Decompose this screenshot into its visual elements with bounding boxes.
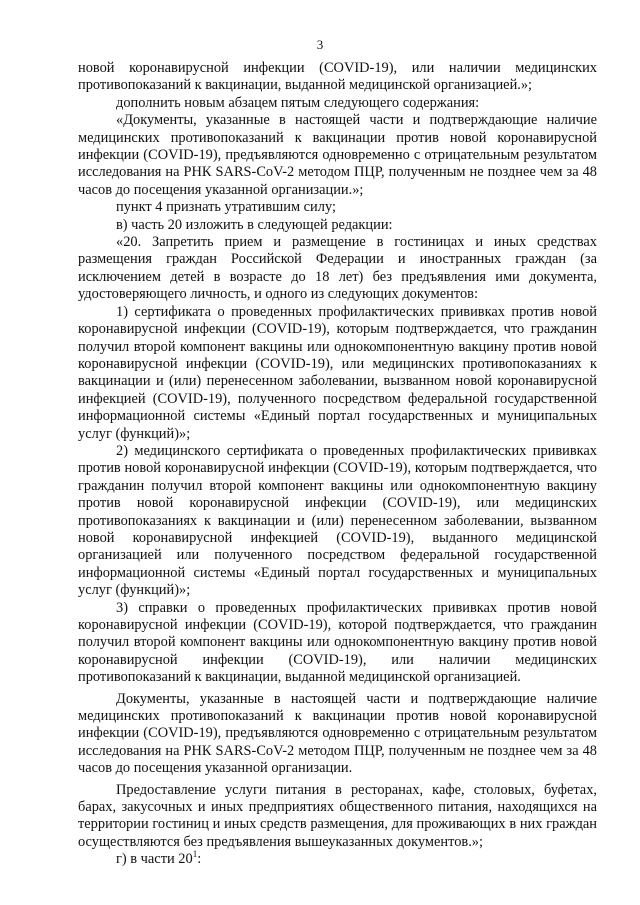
paragraph: в) часть 20 изложить в следующей редакции: (116, 216, 393, 233)
paragraph: «20. Запретить прием и размещение в гостиницах и иных средствах размещения граждан Российской Федерации и иностранных граждан (за исключением детей в возрасте до 18 лет) без предъявления ими документа, удостоверяющего личность, и одного из следующих документов: (78, 234, 597, 303)
document-body (78, 60, 597, 869)
last-line-prefix: г) в части 20 (116, 851, 193, 868)
paragraph: новой коронавирусной инфекции (COVID-19), или наличии медицинских противопоказаний к вакцинации, выданной медицинской организацией.»; (78, 60, 597, 94)
paragraph: Предоставление услуги питания в ресторанах, кафе, столовых, буфетах, барах, закусочных и иных предприятиях общественного питания, находящихся на территории гостиниц и иных средств размещения, для проживающих в них граждан осуществляются без предъявления вышеуказанных документов.»; (78, 781, 597, 850)
superscript: 1 (192, 849, 198, 860)
paragraph: 2) медицинского сертификата о проведенных профилактических прививках против новой коронавирусной инфекции (COVID-19), которым подтверждается, что гражданин получил второй компонент вакцины или однокомпонентную вакцину против новой коронавирусной инфекции (COVID-19), или медицинских противопоказаниях к вакцинации и (или) перенесенном заболевании, вызванном новой коронавирусной инфекцией (COVID-19), выданного медицинской организацией или полученного посредством федеральной государственной информационной системы «Единый портал государственных и муниципальных услуг (функций)»; (78, 442, 597, 599)
last-line-suffix: : (197, 851, 202, 868)
paragraph-last (78, 851, 597, 868)
paragraph: пункт 4 признать утратившим силу; (116, 199, 336, 216)
page-number: 3 (316, 37, 324, 52)
paragraph: Документы, указанные в настоящей части и подтверждающие наличие медицинских противопоказаний к вакцинации против новой коронавирусной инфекции (COVID-19), предъявляются одновременно с отрицательным результатом исследования на РНК SARS-CoV-2 методом ПЦР, полученным не позднее чем за 48 часов до посещения указанной организации. (78, 690, 597, 777)
paragraph: дополнить новым абзацем пятым следующего содержания: (116, 94, 480, 111)
paragraph: 1) сертификата о проведенных профилактических прививках против новой коронавирусной инфекции (COVID-19), которым подтверждается, что гражданин получил второй компонент вакцины или однокомпонентную вакцину против новой коронавирусной инфекции (COVID-19), или медицинских противопоказаниях к вакцинации и (или) перенесенном заболевании, вызванном новой коронавирусной инфекцией (COVID-19), полученного посредством федеральной государственной информационной системы «Единый портал государственных и муниципальных услуг (функций)»; (78, 303, 597, 442)
paragraph: 3) справки о проведенных профилактических прививках против новой коронавирусной инфекции (COVID-19), которой подтверждается, что гражданин получил второй компонент вакцины или однокомпонентную вакцину против новой коронавирусной инфекции (COVID-19), или наличии медицинских противопоказаний к вакцинации, выданной медицинской организацией. (78, 599, 597, 686)
paragraph: «Документы, указанные в настоящей части и подтверждающие наличие медицинских противопоказаний к вакцинации против новой коронавирусной инфекции (COVID-19), предъявляются одновременно с отрицательным результатом исследования на РНК SARS-CoV-2 методом ПЦР, полученным не позднее чем за 48 часов до посещения указанной организации.»; (78, 112, 597, 198)
